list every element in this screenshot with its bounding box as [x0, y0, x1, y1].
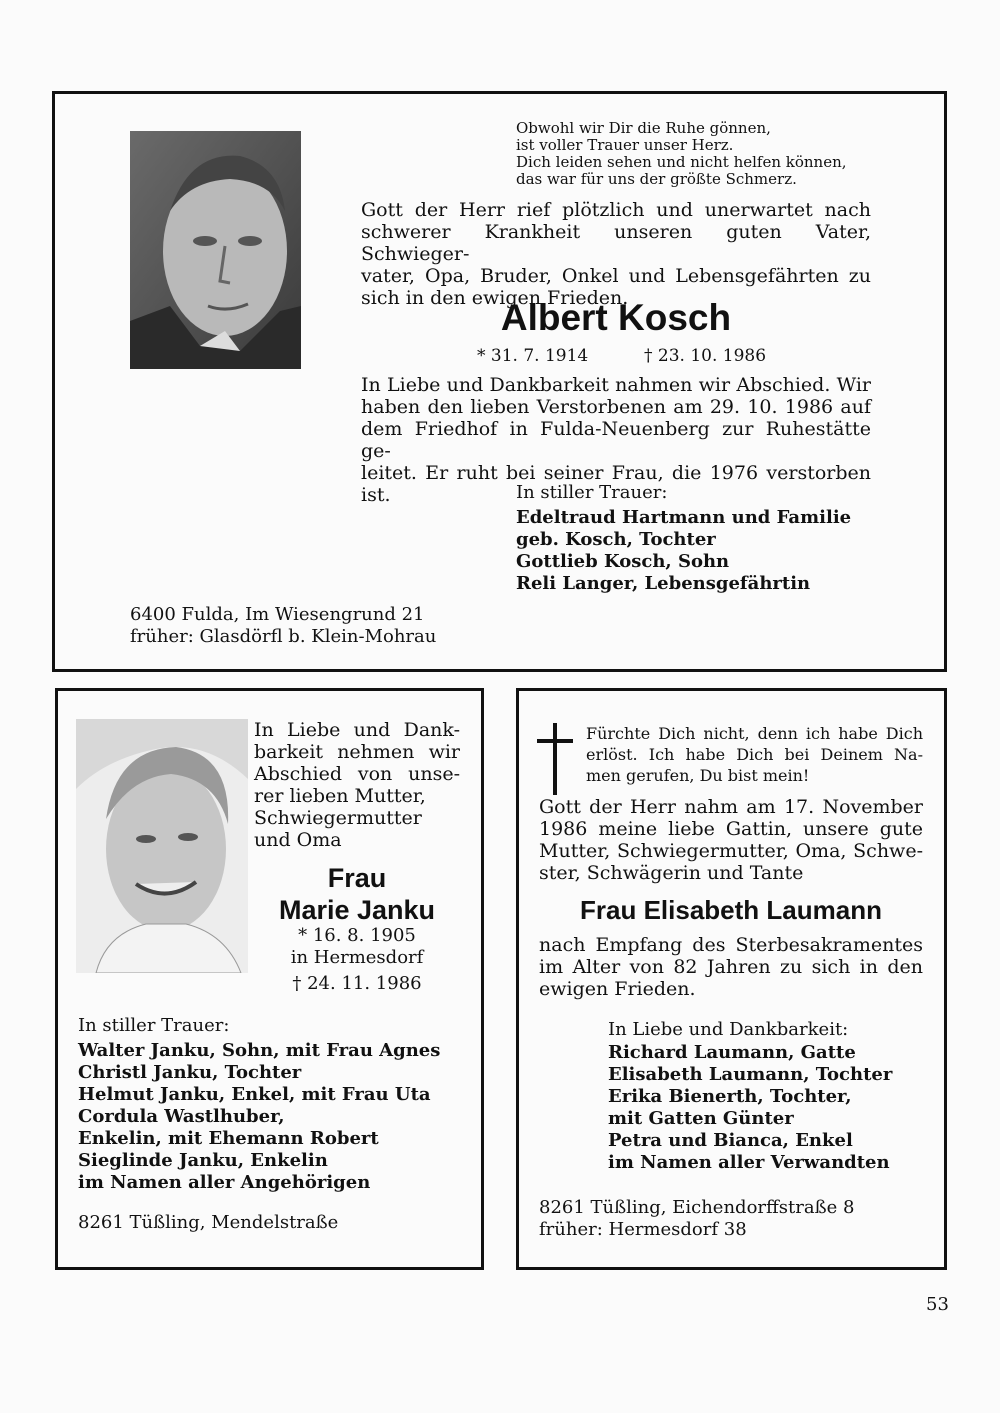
mourners-label: In Liebe und Dankbarkeit: [608, 1019, 849, 1040]
address-line: 8261 Tüßling, Eichendorffstraße 8 [539, 1197, 855, 1218]
after-line: ewigen Frieden. [539, 978, 696, 1000]
address [539, 1197, 854, 1241]
mourner: Enkelin, mit Ehemann Robert [78, 1128, 379, 1149]
mourner: mit Gatten Günter [608, 1108, 794, 1129]
birth-date: * 31. 7. 1914 [477, 346, 589, 366]
intro-text [361, 199, 871, 309]
name-line: Marie Janku [278, 895, 436, 925]
mourner: Petra und Bianca, Enkel [608, 1130, 853, 1151]
mourner: Helmut Janku, Enkel, mit Frau Uta [78, 1084, 431, 1105]
portrait-marie-janku [76, 719, 248, 973]
death-date: † 23. 10. 1986 [644, 346, 767, 366]
mourner: im Namen aller Verwandten [608, 1152, 890, 1173]
deceased-name: Frau Elisabeth Laumann [580, 895, 882, 925]
after-line: im Alter von 82 Jahren zu sich in den [539, 956, 923, 978]
mourner: Walter Janku, Sohn, mit Frau Agnes [78, 1040, 441, 1061]
poem-line: Dich leiden sehen und nicht helfen können, [516, 153, 847, 171]
verse-block [586, 723, 923, 786]
intro-text [539, 796, 923, 884]
page-number: 53 [926, 1294, 949, 1315]
mourner: im Namen aller Angehörigen [78, 1172, 371, 1193]
intro-line: schwerer Krankheit unseren guten Vater, Schwieger- [361, 221, 871, 265]
cross-icon [537, 723, 573, 795]
mourner: Sieglinde Janku, Enkelin [78, 1150, 328, 1171]
mourners-label: In stiller Trauer: [516, 482, 668, 503]
body-line: dem Friedhof in Fulda-Neuenberg zur Ruhestätte ge- [361, 418, 871, 462]
address-line: früher: Glasdörfl b. Klein-Mohrau [130, 626, 437, 647]
mourners-list [516, 507, 851, 595]
body-line: leitet. Er ruht bei seiner Frau, die 1976 verstorben ist. [361, 462, 871, 506]
intro-line: barkeit nehmen wir [254, 741, 460, 763]
intro-line: vater, Opa, Bruder, Onkel und Lebensgefährten zu [361, 265, 871, 287]
deceased-name: Albert Kosch [500, 297, 732, 338]
address-line: früher: Hermesdorf 38 [539, 1219, 747, 1240]
poem-line: das war für uns der größte Schmerz. [516, 170, 797, 188]
intro-line: Schwiegermutter [254, 807, 422, 829]
address [130, 604, 436, 648]
dates [254, 925, 460, 995]
after-line: nach Empfang des Sterbesakramentes [539, 934, 923, 956]
name-line: Frau [327, 863, 387, 893]
verse-line: men gerufen, Du bist mein! [586, 766, 810, 785]
verse-line: erlöst. Ich habe Dich bei Deinem Na- [586, 745, 923, 764]
intro-line: 1986 meine liebe Gattin, unsere gute [539, 818, 923, 840]
poem-block [516, 120, 876, 188]
mourner: Gottlieb Kosch, Sohn [516, 551, 730, 572]
after-text [539, 934, 923, 1000]
death-date: † 24. 11. 1986 [292, 973, 422, 994]
poem-line: ist voller Trauer unser Herz. [516, 136, 734, 154]
mourner: Richard Laumann, Gatte [608, 1042, 856, 1063]
mourners-list [608, 1042, 892, 1174]
intro-line: Gott der Herr nahm am 17. November [539, 796, 923, 818]
verse-line: Fürchte Dich nicht, denn ich habe Dich [586, 724, 923, 743]
body-line: haben den lieben Verstorbenen am 29. 10. 1986 auf [361, 396, 871, 418]
address: 8261 Tüßling, Mendelstraße [78, 1212, 339, 1233]
mourner: Reli Langer, Lebensgefährtin [516, 573, 811, 594]
birth-date: * 16. 8. 1905 [298, 925, 416, 946]
mourner: Elisabeth Laumann, Tochter [608, 1064, 893, 1085]
body-line: In Liebe und Dankbarkeit nahmen wir Abschied. Wir [361, 374, 871, 396]
address-line: 6400 Fulda, Im Wiesengrund 21 [130, 604, 425, 625]
portrait-albert-kosch [130, 131, 301, 369]
intro-line: und Oma [254, 829, 342, 851]
intro-text [254, 719, 460, 851]
mourner: Cordula Wastlhuber, [78, 1106, 285, 1127]
deceased-name [254, 862, 460, 926]
mourner: Erika Bienerth, Tochter, [608, 1086, 852, 1107]
birthplace: in Hermesdorf [290, 947, 424, 968]
mourner: Christl Janku, Tochter [78, 1062, 302, 1083]
mourner: Edeltraud Hartmann und Familie [516, 507, 852, 528]
mourner: geb. Kosch, Tochter [516, 529, 716, 550]
intro-line: ster, Schwägerin und Tante [539, 862, 804, 884]
intro-line: rer lieben Mutter, [254, 785, 426, 807]
intro-line: Gott der Herr rief plötzlich und unerwartet nach [361, 199, 871, 221]
intro-line: In Liebe und Dank- [254, 719, 460, 741]
intro-line: sich in den ewigen Frieden. [361, 287, 629, 309]
poem-line: Obwohl wir Dir die Ruhe gönnen, [516, 119, 771, 137]
intro-line: Abschied von unse- [254, 763, 460, 785]
mourners-list [78, 1040, 440, 1194]
mourners-label: In stiller Trauer: [78, 1015, 230, 1036]
intro-line: Mutter, Schwiegermutter, Oma, Schwe- [539, 840, 923, 862]
